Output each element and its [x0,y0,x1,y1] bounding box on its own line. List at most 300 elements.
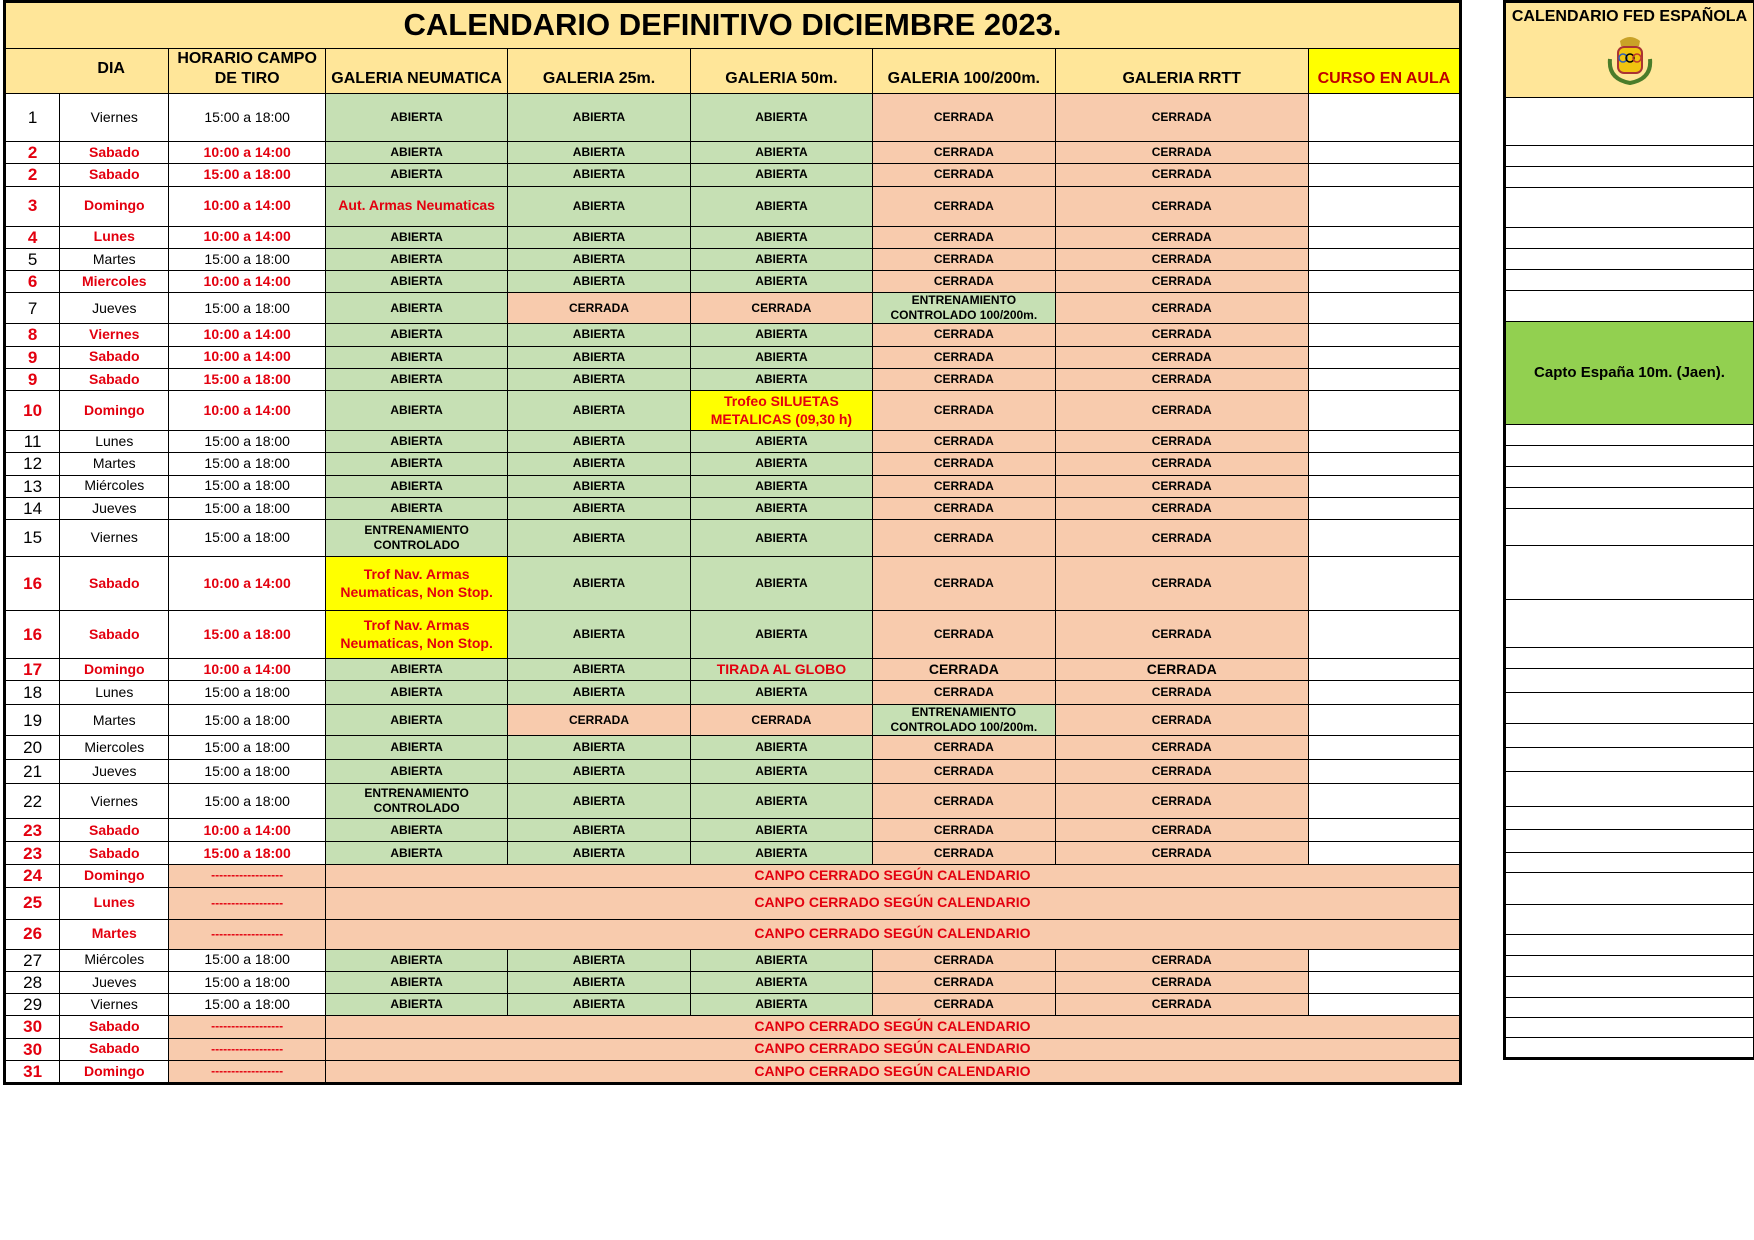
schedule-time: 10:00 a 14:00 [169,324,326,346]
schedule-time: ------------------ [169,1060,326,1083]
status-neumatica: ABIERTA [325,659,507,681]
status-rrtt: CERRADA [1055,431,1308,453]
status-g50: ABIERTA [690,142,872,164]
status-g25: CERRADA [508,293,690,324]
federation-calendar-cell [1505,1018,1754,1038]
status-rrtt: CERRADA [1055,226,1308,248]
day-name: Domingo [60,186,169,226]
calendar-row [5,784,1461,819]
status-g50: ABIERTA [690,520,872,557]
federation-calendar-header [1505,2,1754,98]
status-g50: ABIERTA [690,842,872,865]
schedule-time: 15:00 a 18:00 [169,705,326,736]
calendar-row [5,164,1461,186]
status-g25: ABIERTA [508,760,690,784]
status-g25: ABIERTA [508,142,690,164]
federation-calendar-cell [1505,853,1754,873]
federation-calendar-cell [1505,905,1754,935]
curso-aula-cell [1308,705,1460,736]
closed-notice: CANPO CERRADO SEGÚN CALENDARIO [325,1038,1460,1060]
status-g50: ABIERTA [690,186,872,226]
status-g25: ABIERTA [508,431,690,453]
federation-calendar-cell [1505,425,1754,446]
federation-calendar-cell [1505,291,1754,322]
day-name: Jueves [60,971,169,993]
day-number: 30 [5,1016,60,1038]
status-g50: TIRADA AL GLOBO [690,659,872,681]
status-rrtt: CERRADA [1055,819,1308,842]
schedule-time: 15:00 a 18:00 [169,497,326,519]
day-name: Lunes [60,226,169,248]
status-rrtt: CERRADA [1055,705,1308,736]
closed-notice: CANPO CERRADO SEGÚN CALENDARIO [325,1060,1460,1083]
status-g25: ABIERTA [508,94,690,142]
federation-emblem-icon [1604,31,1656,85]
status-g100: ENTRENAMIENTO CONTROLADO 100/200m. [873,705,1055,736]
status-rrtt: CERRADA [1055,324,1308,346]
status-g25: ABIERTA [508,611,690,659]
day-number: 3 [5,186,60,226]
curso-aula-cell [1308,520,1460,557]
closed-notice: CANPO CERRADO SEGÚN CALENDARIO [325,887,1460,919]
curso-aula-cell [1308,346,1460,368]
calendar-row [5,324,1461,346]
status-g25: ABIERTA [508,681,690,705]
day-name: Viernes [60,324,169,346]
day-number: 27 [5,949,60,971]
federation-calendar-cell [1505,830,1754,853]
calendar-row [5,431,1461,453]
status-neumatica: ABIERTA [325,368,507,390]
status-g100: CERRADA [873,971,1055,993]
status-g50: ABIERTA [690,453,872,475]
status-rrtt: CERRADA [1055,971,1308,993]
federation-calendar-cell [1505,772,1754,807]
status-g100: CERRADA [873,497,1055,519]
curso-aula-cell [1308,226,1460,248]
status-g25: ABIERTA [508,164,690,186]
day-number: 5 [5,248,60,270]
schedule-time: 10:00 a 14:00 [169,226,326,248]
federation-calendar-cell [1505,467,1754,488]
status-g100: CERRADA [873,949,1055,971]
status-g50: ABIERTA [690,475,872,497]
status-neumatica: ABIERTA [325,760,507,784]
status-g50: CERRADA [690,705,872,736]
calendar-row [5,453,1461,475]
status-g100: ENTRENAMIENTO CONTROLADO 100/200m. [873,293,1055,324]
calendar-table [3,0,1462,1085]
status-g50: ABIERTA [690,226,872,248]
curso-aula-cell [1308,293,1460,324]
curso-aula-cell [1308,431,1460,453]
day-name: Lunes [60,431,169,453]
status-g25: ABIERTA [508,520,690,557]
status-neumatica: ABIERTA [325,949,507,971]
day-number: 29 [5,994,60,1016]
calendar-row [5,760,1461,784]
status-neumatica: ABIERTA [325,431,507,453]
day-name: Miércoles [60,475,169,497]
status-rrtt: CERRADA [1055,760,1308,784]
day-name: Viernes [60,520,169,557]
status-g25: ABIERTA [508,271,690,293]
status-rrtt: CERRADA [1055,681,1308,705]
calendar-row [5,497,1461,519]
status-g50: Trofeo SILUETAS METALICAS (09,30 h) [690,391,872,431]
status-g50: ABIERTA [690,368,872,390]
schedule-time: 10:00 a 14:00 [169,186,326,226]
calendar-row [5,842,1461,865]
status-neumatica: ABIERTA [325,497,507,519]
day-name: Martes [60,919,169,949]
day-number: 10 [5,391,60,431]
curso-aula-cell [1308,142,1460,164]
status-g25: ABIERTA [508,346,690,368]
day-number: 17 [5,659,60,681]
calendar-row [5,949,1461,971]
day-name: Martes [60,248,169,270]
status-rrtt: CERRADA [1055,994,1308,1016]
schedule-time: ------------------ [169,1038,326,1060]
day-number: 11 [5,431,60,453]
status-neumatica: ABIERTA [325,971,507,993]
day-number: 6 [5,271,60,293]
status-g100: CERRADA [873,760,1055,784]
federation-calendar-cell [1505,446,1754,467]
status-g50: ABIERTA [690,94,872,142]
status-g50: ABIERTA [690,611,872,659]
calendar-row [5,919,1461,949]
status-neumatica: Aut. Armas Neumaticas [325,186,507,226]
status-g100: CERRADA [873,431,1055,453]
status-g25: ABIERTA [508,994,690,1016]
status-g50: ABIERTA [690,681,872,705]
status-neumatica: ABIERTA [325,453,507,475]
day-name: Sabado [60,819,169,842]
federation-calendar-table [1503,0,1754,1060]
status-g50: ABIERTA [690,736,872,760]
header-horario: HORARIO CAMPO DE TIRO [169,49,326,94]
schedule-time: ------------------ [169,865,326,887]
status-g100: CERRADA [873,271,1055,293]
status-g50: ABIERTA [690,248,872,270]
federation-calendar-cell [1505,873,1754,905]
day-name: Sabado [60,346,169,368]
status-neumatica: ABIERTA [325,271,507,293]
status-rrtt: CERRADA [1055,293,1308,324]
calendar-row [5,1038,1461,1060]
day-name: Sabado [60,368,169,390]
day-number: 1 [5,94,60,142]
status-g100: CERRADA [873,736,1055,760]
curso-aula-cell [1308,497,1460,519]
day-name: Viernes [60,784,169,819]
closed-notice: CANPO CERRADO SEGÚN CALENDARIO [325,865,1460,887]
calendar-row [5,368,1461,390]
day-number: 14 [5,497,60,519]
curso-aula-cell [1308,391,1460,431]
status-g100: CERRADA [873,557,1055,611]
day-name: Sabado [60,1038,169,1060]
federation-calendar-title: CALENDARIO FED ESPAÑOLA [1511,8,1748,25]
status-g50: ABIERTA [690,971,872,993]
federation-calendar-cell [1505,98,1754,146]
federation-calendar-cell [1505,977,1754,998]
day-number: 30 [5,1038,60,1060]
day-number: 16 [5,557,60,611]
status-g100: CERRADA [873,819,1055,842]
calendar-row [5,94,1461,142]
schedule-time: 10:00 a 14:00 [169,142,326,164]
schedule-time: 15:00 a 18:00 [169,760,326,784]
calendar-row [5,611,1461,659]
header-neumatica: GALERIA NEUMATICA [325,49,507,94]
curso-aula-cell [1308,681,1460,705]
schedule-time: 15:00 a 18:00 [169,248,326,270]
closed-notice: CANPO CERRADO SEGÚN CALENDARIO [325,919,1460,949]
schedule-time: 15:00 a 18:00 [169,949,326,971]
day-name: Viernes [60,994,169,1016]
calendar-row [5,887,1461,919]
federation-calendar-cell [1505,188,1754,228]
curso-aula-cell [1308,368,1460,390]
calendar-row [5,248,1461,270]
status-g100: CERRADA [873,248,1055,270]
status-neumatica: Trof Nav. Armas Neumaticas, Non Stop. [325,611,507,659]
calendar-row [5,142,1461,164]
federation-calendar-cell [1505,167,1754,188]
curso-aula-cell [1308,819,1460,842]
status-g50: ABIERTA [690,497,872,519]
day-number: 22 [5,784,60,819]
header-g50: GALERIA 50m. [690,49,872,94]
federation-calendar-cell [1505,807,1754,830]
status-neumatica: ABIERTA [325,842,507,865]
calendar-row [5,475,1461,497]
status-g100: CERRADA [873,784,1055,819]
curso-aula-cell [1308,949,1460,971]
day-name: Domingo [60,1060,169,1083]
day-number: 9 [5,346,60,368]
day-name: Sabado [60,842,169,865]
status-neumatica: Trof Nav. Armas Neumaticas, Non Stop. [325,557,507,611]
federation-calendar-cell [1505,249,1754,270]
day-name: Lunes [60,887,169,919]
status-neumatica: ABIERTA [325,293,507,324]
status-neumatica: ABIERTA [325,391,507,431]
day-name: Sabado [60,611,169,659]
status-neumatica: ABIERTA [325,324,507,346]
status-rrtt: CERRADA [1055,271,1308,293]
schedule-time: 10:00 a 14:00 [169,346,326,368]
status-g25: ABIERTA [508,186,690,226]
status-g25: ABIERTA [508,226,690,248]
curso-aula-cell [1308,186,1460,226]
status-g25: ABIERTA [508,453,690,475]
calendar-row [5,186,1461,226]
federation-calendar-cell [1505,724,1754,748]
curso-aula-cell [1308,971,1460,993]
calendar-row [5,681,1461,705]
status-g100: CERRADA [873,324,1055,346]
status-neumatica: ABIERTA [325,142,507,164]
day-name: Miércoles [60,949,169,971]
schedule-time: 15:00 a 18:00 [169,94,326,142]
status-g100: CERRADA [873,475,1055,497]
status-rrtt: CERRADA [1055,736,1308,760]
status-g100: CERRADA [873,346,1055,368]
day-name: Domingo [60,865,169,887]
status-rrtt: CERRADA [1055,659,1308,681]
schedule-time: 10:00 a 14:00 [169,819,326,842]
day-number: 9 [5,368,60,390]
status-g50: ABIERTA [690,994,872,1016]
day-number: 7 [5,293,60,324]
status-g50: ABIERTA [690,557,872,611]
status-g100: CERRADA [873,142,1055,164]
status-neumatica: ABIERTA [325,681,507,705]
status-g50: ABIERTA [690,324,872,346]
calendar-row [5,994,1461,1016]
schedule-time: 15:00 a 18:00 [169,784,326,819]
schedule-time: 10:00 a 14:00 [169,271,326,293]
header-g25: GALERIA 25m. [508,49,690,94]
day-name: Sabado [60,142,169,164]
federation-calendar-cell [1505,546,1754,600]
calendar-row [5,819,1461,842]
status-rrtt: CERRADA [1055,248,1308,270]
day-number: 13 [5,475,60,497]
status-g25: ABIERTA [508,659,690,681]
curso-aula-cell [1308,453,1460,475]
schedule-time: 10:00 a 14:00 [169,391,326,431]
day-number: 26 [5,919,60,949]
schedule-time: 15:00 a 18:00 [169,520,326,557]
day-number: 25 [5,887,60,919]
day-name: Sabado [60,557,169,611]
day-number: 24 [5,865,60,887]
status-g25: ABIERTA [508,324,690,346]
status-g100: CERRADA [873,520,1055,557]
schedule-time: ------------------ [169,1016,326,1038]
status-rrtt: CERRADA [1055,611,1308,659]
status-rrtt: CERRADA [1055,784,1308,819]
page-title: CALENDARIO DEFINITIVO DICIEMBRE 2023. [5,2,1461,49]
calendar-row [5,293,1461,324]
status-g50: ABIERTA [690,784,872,819]
calendar-row [5,1060,1461,1083]
curso-aula-cell [1308,475,1460,497]
status-g25: ABIERTA [508,736,690,760]
status-g50: ABIERTA [690,431,872,453]
status-g100: CERRADA [873,994,1055,1016]
day-name: Sabado [60,1016,169,1038]
status-g100: CERRADA [873,681,1055,705]
status-g100: CERRADA [873,186,1055,226]
curso-aula-cell [1308,842,1460,865]
day-number: 21 [5,760,60,784]
status-rrtt: CERRADA [1055,842,1308,865]
federation-calendar-cell [1505,600,1754,648]
curso-aula-cell [1308,784,1460,819]
day-number: 8 [5,324,60,346]
day-name: Viernes [60,94,169,142]
federation-calendar-cell [1505,1038,1754,1059]
header-g100: GALERIA 100/200m. [873,49,1055,94]
day-number: 16 [5,611,60,659]
status-g25: ABIERTA [508,557,690,611]
day-name: Miercoles [60,271,169,293]
status-neumatica: ABIERTA [325,346,507,368]
status-neumatica: ABIERTA [325,226,507,248]
day-number: 28 [5,971,60,993]
calendar-row [5,865,1461,887]
curso-aula-cell [1308,557,1460,611]
day-name: Jueves [60,760,169,784]
curso-aula-cell [1308,248,1460,270]
federation-calendar-cell [1505,935,1754,956]
day-number: 23 [5,842,60,865]
status-g50: CERRADA [690,293,872,324]
status-rrtt: CERRADA [1055,949,1308,971]
status-rrtt: CERRADA [1055,453,1308,475]
closed-notice: CANPO CERRADO SEGÚN CALENDARIO [325,1016,1460,1038]
status-g50: ABIERTA [690,271,872,293]
schedule-time: 15:00 a 18:00 [169,453,326,475]
schedule-time: 15:00 a 18:00 [169,611,326,659]
status-g100: CERRADA [873,391,1055,431]
status-g50: ABIERTA [690,346,872,368]
status-g25: ABIERTA [508,784,690,819]
calendar-row [5,736,1461,760]
schedule-time: ------------------ [169,919,326,949]
status-g25: ABIERTA [508,971,690,993]
calendar-row [5,659,1461,681]
status-rrtt: CERRADA [1055,164,1308,186]
schedule-time: 15:00 a 18:00 [169,736,326,760]
calendar-row [5,391,1461,431]
schedule-time: 15:00 a 18:00 [169,842,326,865]
day-number: 20 [5,736,60,760]
day-name: Domingo [60,659,169,681]
day-name: Domingo [60,391,169,431]
schedule-time: 15:00 a 18:00 [169,971,326,993]
status-rrtt: CERRADA [1055,94,1308,142]
calendar-row [5,557,1461,611]
status-rrtt: CERRADA [1055,186,1308,226]
schedule-time: 15:00 a 18:00 [169,293,326,324]
curso-aula-cell [1308,324,1460,346]
status-rrtt: CERRADA [1055,368,1308,390]
day-name: Jueves [60,293,169,324]
calendar-row [5,520,1461,557]
day-name: Martes [60,453,169,475]
schedule-time: 15:00 a 18:00 [169,994,326,1016]
federation-calendar-cell [1505,228,1754,249]
status-g50: ABIERTA [690,164,872,186]
day-name: Miercoles [60,736,169,760]
status-g25: CERRADA [508,705,690,736]
schedule-time: ------------------ [169,887,326,919]
status-g25: ABIERTA [508,842,690,865]
header-rrtt: GALERIA RRTT [1055,49,1308,94]
status-rrtt: CERRADA [1055,142,1308,164]
day-number: 2 [5,142,60,164]
curso-aula-cell [1308,94,1460,142]
day-number: 18 [5,681,60,705]
schedule-time: 15:00 a 18:00 [169,431,326,453]
